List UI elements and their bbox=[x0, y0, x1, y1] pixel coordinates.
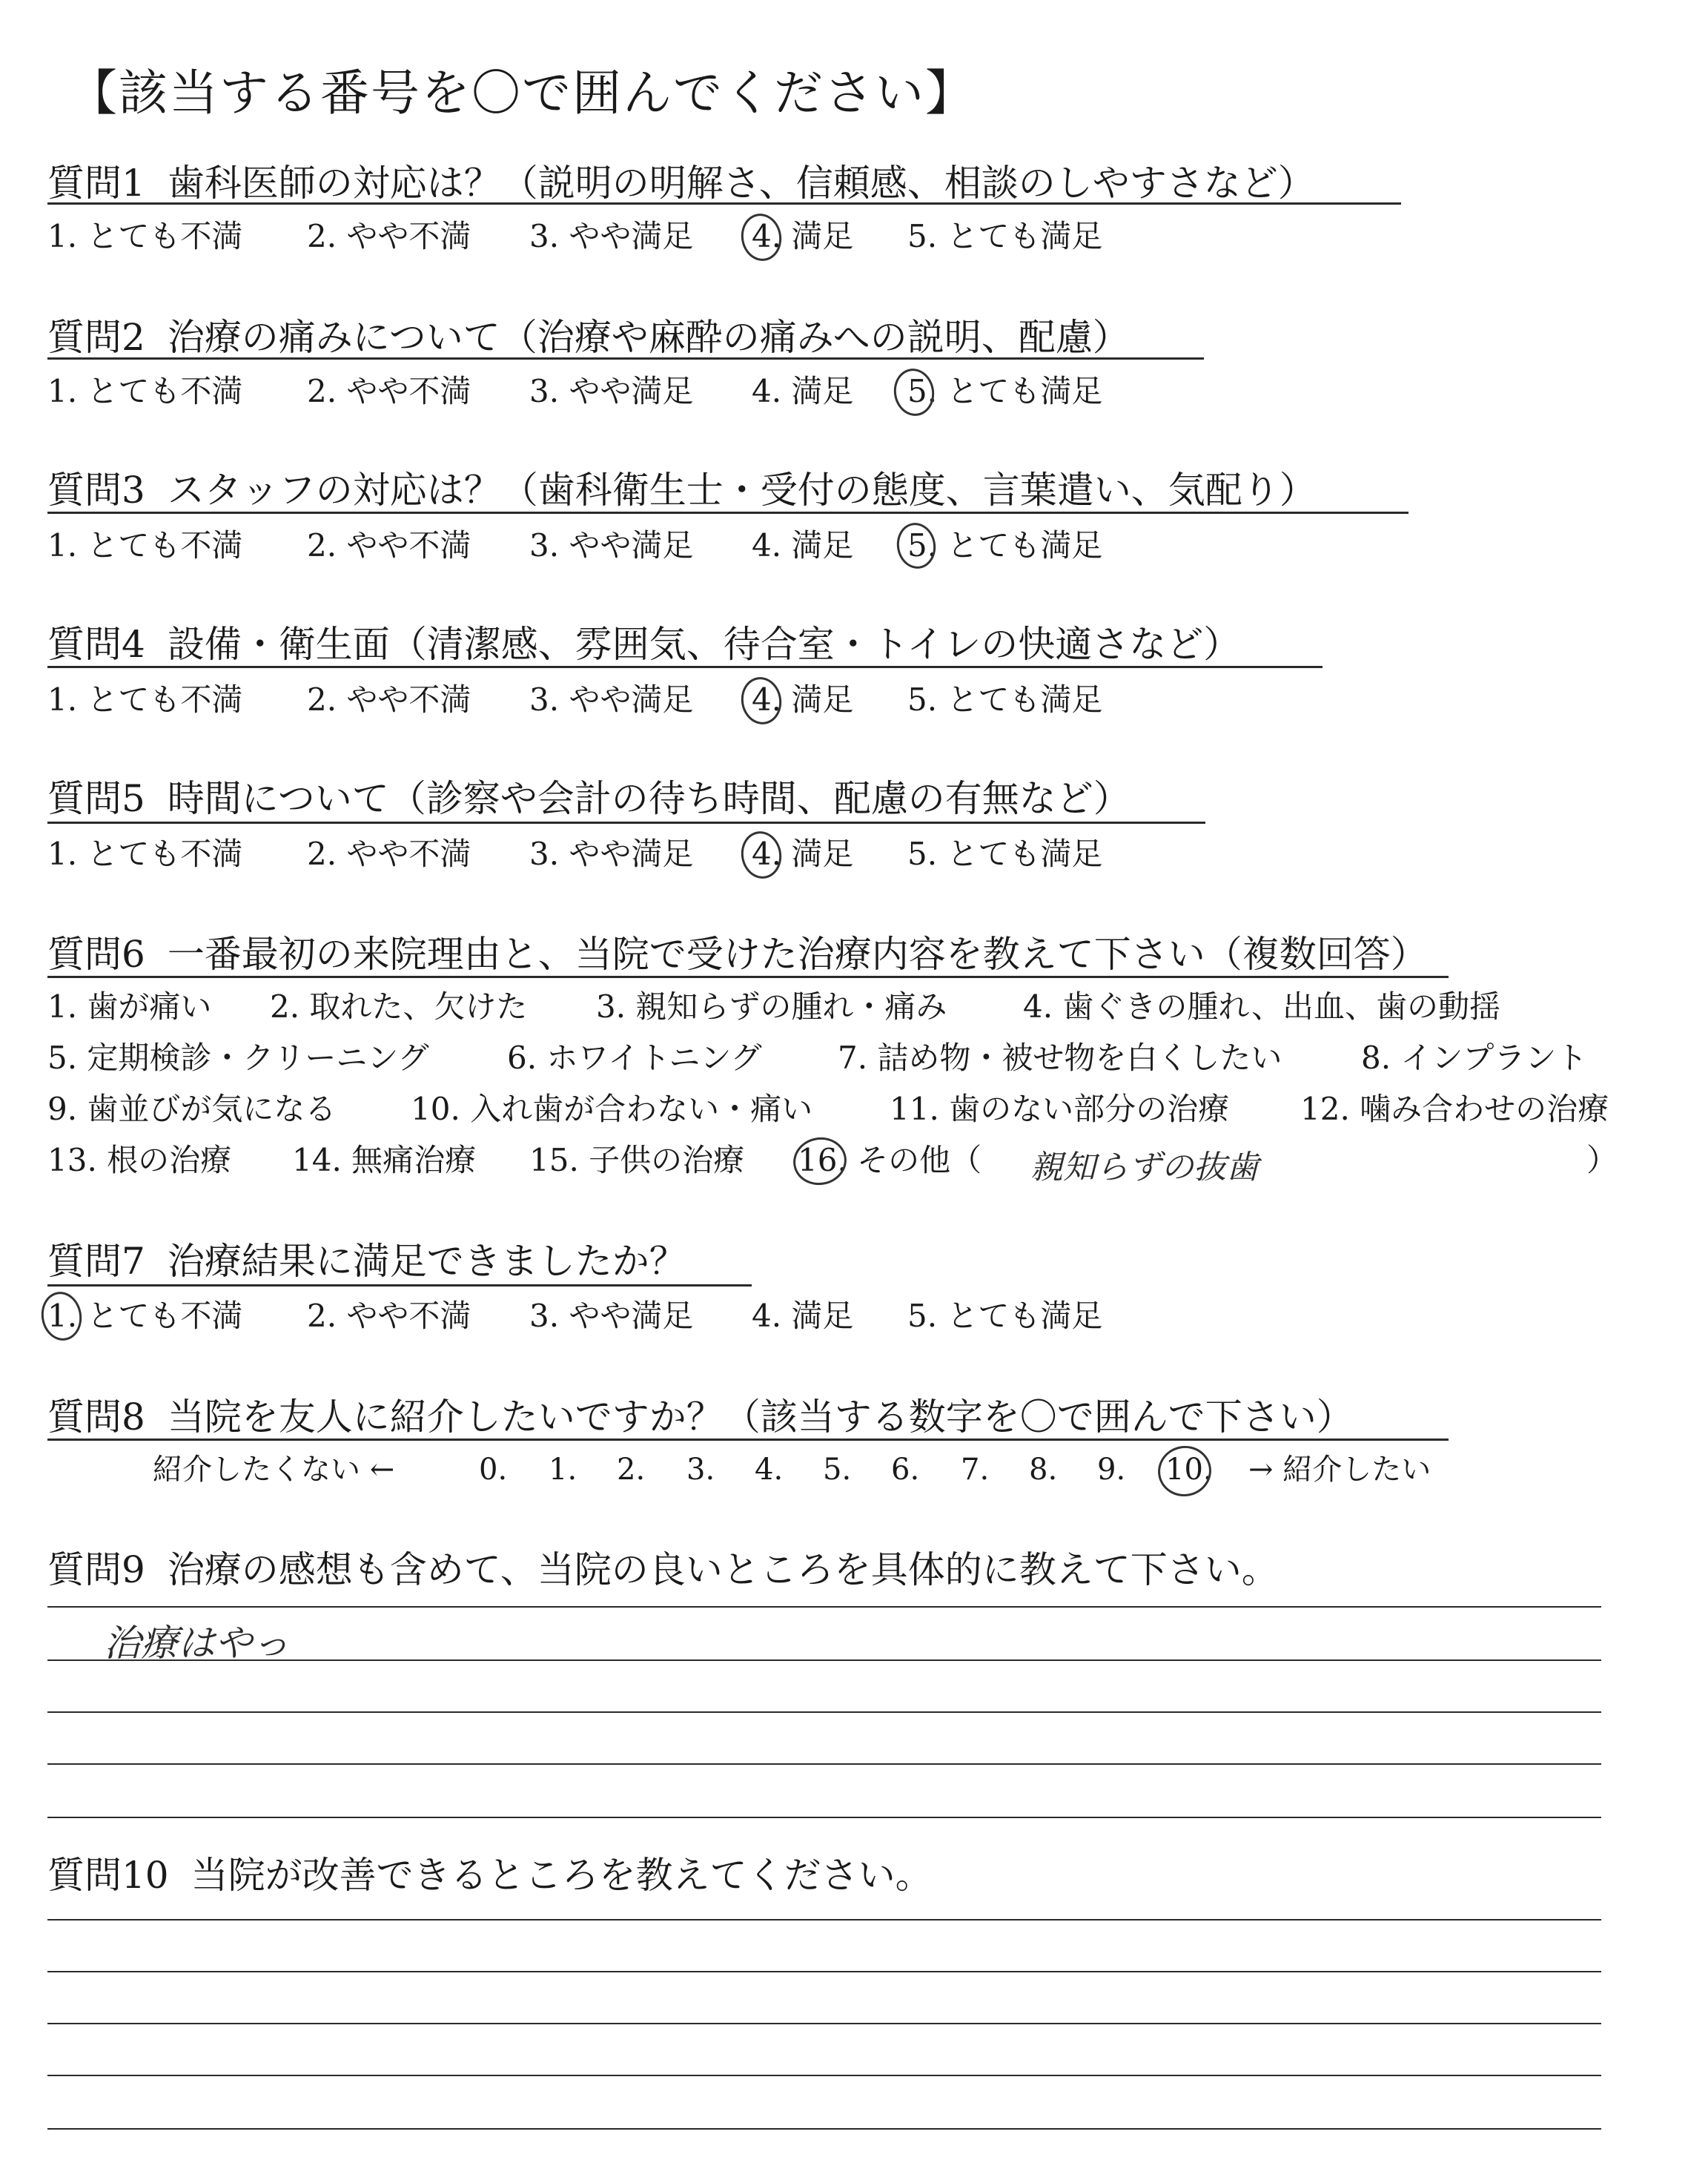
option[interactable]: 14. 無痛治療 bbox=[292, 1142, 477, 1178]
option[interactable]: 2. やや不満 bbox=[307, 218, 471, 254]
question-underline bbox=[47, 1439, 1449, 1441]
question-number: 質問8 bbox=[47, 1396, 145, 1439]
option[interactable]: 1. 歯が痛い bbox=[47, 988, 212, 1025]
question-text: 時間について（診察や会計の待ち時間、配慮の有無など） bbox=[167, 777, 1131, 820]
scale-option[interactable]: 6. bbox=[891, 1453, 920, 1487]
question-text: 治療の感想も含めて、当院の良いところを具体的に教えて下さい。 bbox=[167, 1548, 1279, 1591]
option[interactable]: 2. やや不満 bbox=[307, 836, 471, 872]
question-text: 治療結果に満足できましたか？ bbox=[167, 1240, 686, 1283]
question-text: 当院が改善できるところを教えてください。 bbox=[191, 1854, 933, 1897]
question-underline bbox=[47, 822, 1205, 824]
option[interactable]: 13. 根の治療 bbox=[47, 1142, 232, 1178]
option[interactable]: 1. とても不満 bbox=[47, 681, 243, 718]
question-3-heading bbox=[47, 469, 1317, 512]
scale-option[interactable]: 0. bbox=[479, 1453, 508, 1487]
option[interactable]: 3. 親知らずの腫れ・痛み bbox=[596, 988, 947, 1025]
option[interactable]: 15. 子供の治療 bbox=[529, 1142, 745, 1178]
answer-line bbox=[47, 1659, 1601, 1661]
option[interactable]: 3. やや満足 bbox=[529, 527, 694, 564]
question-number: 質問3 bbox=[47, 469, 145, 512]
option[interactable]: 3. やや満足 bbox=[529, 836, 694, 872]
option[interactable]: 4. 満足 bbox=[752, 1298, 854, 1334]
answer-line bbox=[47, 1711, 1601, 1713]
question-text: 一番最初の来院理由と、当院で受けた治療内容を教えて下さい（複数回答） bbox=[167, 933, 1428, 976]
question-text: スタッフの対応は？（歯科衛生士・受付の態度、言葉遣い、気配り） bbox=[167, 469, 1317, 512]
scale-option[interactable]: 3. bbox=[686, 1453, 715, 1487]
option[interactable]: 1. とても不満 bbox=[47, 1298, 243, 1334]
option[interactable]: 4. 歯ぐきの腫れ、出血、歯の動揺 bbox=[1023, 988, 1500, 1025]
question-underline bbox=[47, 202, 1401, 205]
question-text: 設備・衛生面（清潔感、雰囲気、待合室・トイレの快適さなど） bbox=[167, 623, 1241, 666]
option[interactable]: 3. やや満足 bbox=[529, 373, 694, 409]
question-5-heading bbox=[47, 777, 1131, 820]
option[interactable]: 7. 詰め物・被せ物を白くしたい bbox=[838, 1040, 1282, 1076]
question-9-heading bbox=[47, 1548, 1279, 1591]
answer-line bbox=[47, 2023, 1601, 2024]
question-underline bbox=[47, 976, 1449, 978]
option[interactable]: 4. 満足 bbox=[752, 527, 854, 564]
question-number: 質問7 bbox=[47, 1240, 145, 1283]
question-text: 歯科医師の対応は？（説明の明解さ、信頼感、相談のしやすさなど） bbox=[167, 162, 1315, 205]
scale-option[interactable]: 9. bbox=[1097, 1453, 1126, 1487]
option[interactable]: 4. 満足 bbox=[752, 218, 854, 254]
question-6-heading bbox=[47, 933, 1428, 976]
answer-line bbox=[47, 1606, 1601, 1608]
instruction-header: 【該当する番号を〇で囲んでください】 bbox=[68, 65, 976, 122]
option[interactable]: 2. やや不満 bbox=[307, 681, 471, 718]
option[interactable]: 8. インプラント bbox=[1361, 1040, 1588, 1076]
option[interactable]: 3. やや満足 bbox=[529, 218, 694, 254]
answer-line bbox=[47, 2075, 1601, 2076]
other-reason-handwritten: 親知らずの抜歯 bbox=[1030, 1149, 1259, 1186]
option[interactable]: 3. やや満足 bbox=[529, 681, 694, 718]
scale-option[interactable]: 2. bbox=[617, 1453, 646, 1487]
option[interactable]: 5. 定期検診・クリーニング bbox=[47, 1040, 429, 1076]
question-text: 当院を友人に紹介したいですか？（該当する数字を〇で囲んで下さい） bbox=[167, 1396, 1354, 1439]
question-number: 質問6 bbox=[47, 933, 145, 976]
option[interactable]: 9. 歯並びが気になる bbox=[47, 1091, 337, 1127]
option[interactable]: 2. やや不満 bbox=[307, 527, 471, 564]
question-7-heading bbox=[47, 1240, 686, 1283]
scale-option[interactable]: 10. bbox=[1165, 1453, 1213, 1487]
option[interactable]: 2. やや不満 bbox=[307, 373, 471, 409]
answer-line bbox=[47, 1919, 1601, 1920]
scale-option[interactable]: 5. bbox=[823, 1453, 852, 1487]
scale-left-label: 紹介したくない ← bbox=[153, 1453, 395, 1487]
option[interactable]: 11. 歯のない部分の治療 bbox=[890, 1091, 1230, 1127]
option[interactable]: 1. とても不満 bbox=[47, 218, 243, 254]
question-number: 質問1 bbox=[47, 162, 145, 205]
question-underline bbox=[47, 666, 1323, 668]
question-number: 質問10 bbox=[47, 1854, 169, 1897]
question-text: 治療の痛みについて（治療や麻酔の痛みへの説明、配慮） bbox=[167, 316, 1130, 359]
option[interactable]: 1. とても不満 bbox=[47, 373, 243, 409]
option[interactable]: 5. とても満足 bbox=[907, 373, 1103, 409]
question-1-heading bbox=[47, 162, 1315, 205]
scale-option[interactable]: 8. bbox=[1029, 1453, 1058, 1487]
closing-paren: ） bbox=[1586, 1142, 1618, 1178]
answer-line bbox=[47, 1971, 1601, 1972]
question-2-heading bbox=[47, 316, 1130, 359]
question-underline bbox=[47, 512, 1409, 514]
option[interactable]: 1. とても不満 bbox=[47, 836, 243, 872]
q9-handwritten-answer: 治療はやっ bbox=[104, 1622, 289, 1665]
option[interactable]: 4. 満足 bbox=[752, 681, 854, 718]
question-8-heading bbox=[47, 1396, 1354, 1439]
question-underline bbox=[47, 1284, 752, 1287]
question-underline bbox=[47, 357, 1204, 360]
question-10-heading bbox=[47, 1854, 933, 1897]
scale-option[interactable]: 4. bbox=[755, 1453, 784, 1487]
question-number: 質問9 bbox=[47, 1548, 145, 1591]
option[interactable]: 5. とても満足 bbox=[907, 1298, 1103, 1334]
option[interactable]: 5. とても満足 bbox=[907, 681, 1103, 718]
answer-circle-mark bbox=[1154, 1441, 1216, 1500]
option[interactable]: 5. とても満足 bbox=[907, 218, 1103, 254]
option[interactable]: 5. とても満足 bbox=[907, 527, 1103, 564]
option[interactable]: 2. 取れた、欠けた bbox=[270, 988, 528, 1025]
option[interactable]: 16. その他（ bbox=[798, 1142, 982, 1178]
option[interactable]: 3. やや満足 bbox=[529, 1298, 694, 1334]
question-4-heading bbox=[47, 623, 1241, 666]
option[interactable]: 10. 入れ歯が合わない・痛い bbox=[411, 1091, 813, 1127]
option[interactable]: 1. とても不満 bbox=[47, 527, 243, 564]
question-number: 質問4 bbox=[47, 623, 145, 666]
scale-option[interactable]: 1. bbox=[549, 1453, 577, 1487]
scale-right-label: → 紹介したい bbox=[1248, 1453, 1431, 1487]
option[interactable]: 4. 満足 bbox=[752, 373, 854, 409]
answer-line bbox=[47, 2128, 1601, 2130]
answer-circle-mark bbox=[38, 1289, 86, 1344]
answer-line bbox=[47, 1763, 1601, 1765]
option[interactable]: 12. 噛み合わせの治療 bbox=[1300, 1091, 1609, 1127]
option[interactable]: 4. 満足 bbox=[752, 836, 854, 872]
question-number: 質問5 bbox=[47, 777, 145, 820]
option[interactable]: 2. やや不満 bbox=[307, 1298, 471, 1334]
scale-option[interactable]: 7. bbox=[961, 1453, 990, 1487]
option[interactable]: 5. とても満足 bbox=[907, 836, 1103, 872]
question-number: 質問2 bbox=[47, 316, 145, 359]
option[interactable]: 6. ホワイトニング bbox=[507, 1040, 762, 1076]
answer-line bbox=[47, 1817, 1601, 1818]
